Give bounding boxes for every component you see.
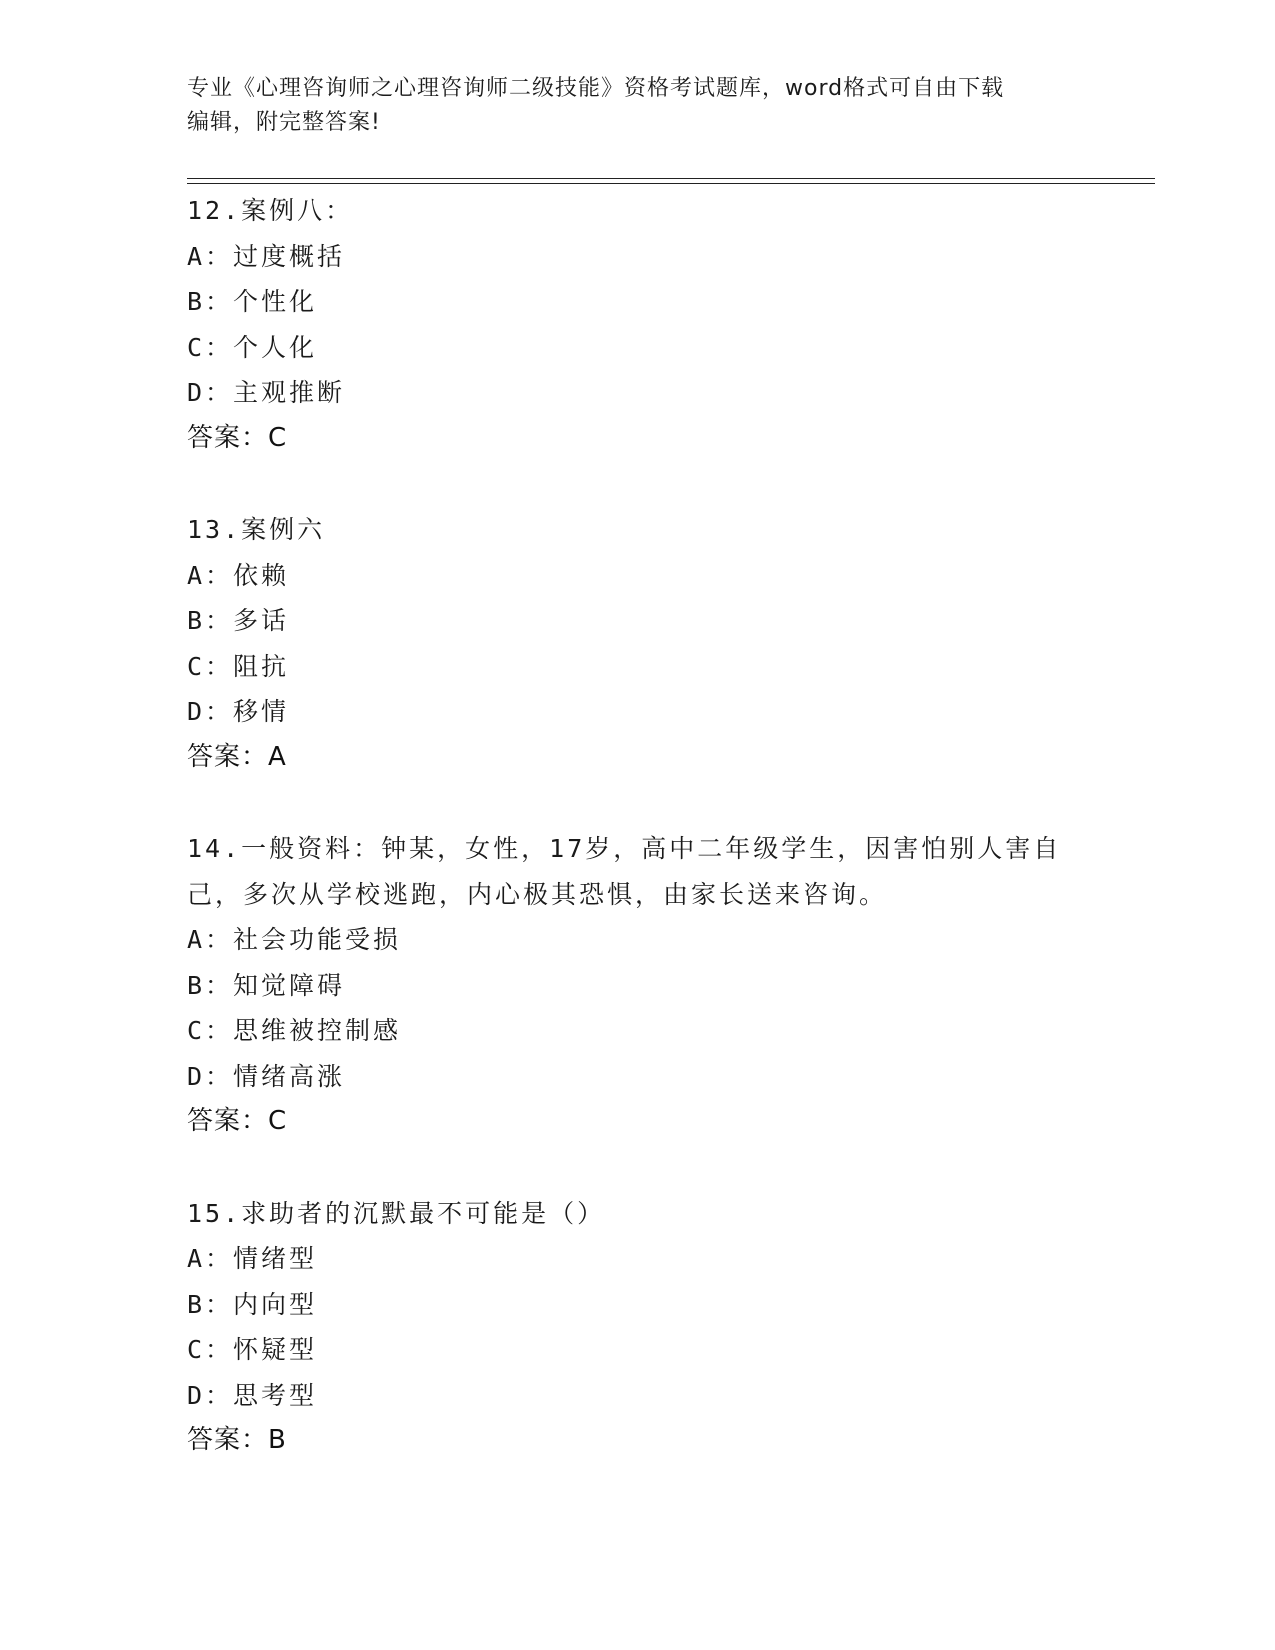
option-b: B：内向型 (187, 1289, 318, 1319)
header-divider (187, 178, 1155, 184)
option-b: B：个性化 (187, 287, 318, 316)
option-c: C：怀疑型 (187, 1335, 318, 1364)
answer-line: 答案：B (187, 1425, 287, 1455)
question-stem: 12.案例八： (187, 196, 354, 225)
question-15 (187, 1191, 1087, 1464)
answer-line: 答案：A (187, 741, 287, 772)
option-d: D：主观推断 (187, 378, 346, 407)
question-13 (187, 507, 1087, 780)
document-header (187, 72, 1067, 140)
option-d: D：思考型 (187, 1380, 318, 1410)
header-line-2: 编辑，附完整答案! (187, 110, 381, 135)
option-a: A：依赖 (187, 560, 290, 590)
question-stem: 13.案例六 (187, 515, 326, 544)
option-d: D：移情 (187, 697, 290, 726)
question-stem: 15.求助者的沉默最不可能是（） (187, 1198, 606, 1228)
question-12 (187, 188, 1087, 461)
question-stem: 14.一般资料：钟某，女性，17岁，高中二年级学生，因害怕别人害自己，多次从学校逃跑，内心极其恐惧，由家长送来咨询。 (187, 834, 1062, 909)
question-list (187, 188, 1087, 1510)
option-d: D：情绪高涨 (187, 1061, 346, 1091)
answer-line: 答案：C (187, 422, 288, 453)
option-b: B：多话 (187, 606, 290, 635)
header-line-1: 专业《心理咨询师之心理咨询师二级技能》资格考试题库，word格式可自由下载 (187, 76, 1005, 101)
option-c: C：思维被控制感 (187, 1016, 402, 1045)
option-b: B：知觉障碍 (187, 970, 346, 1000)
option-a: A：过度概括 (187, 241, 346, 271)
option-a: A：情绪型 (187, 1244, 318, 1273)
option-c: C：阻抗 (187, 651, 290, 681)
option-a: A：社会功能受损 (187, 925, 402, 954)
option-c: C：个人化 (187, 332, 318, 362)
question-14 (187, 826, 1087, 1145)
answer-line: 答案：C (187, 1106, 288, 1136)
